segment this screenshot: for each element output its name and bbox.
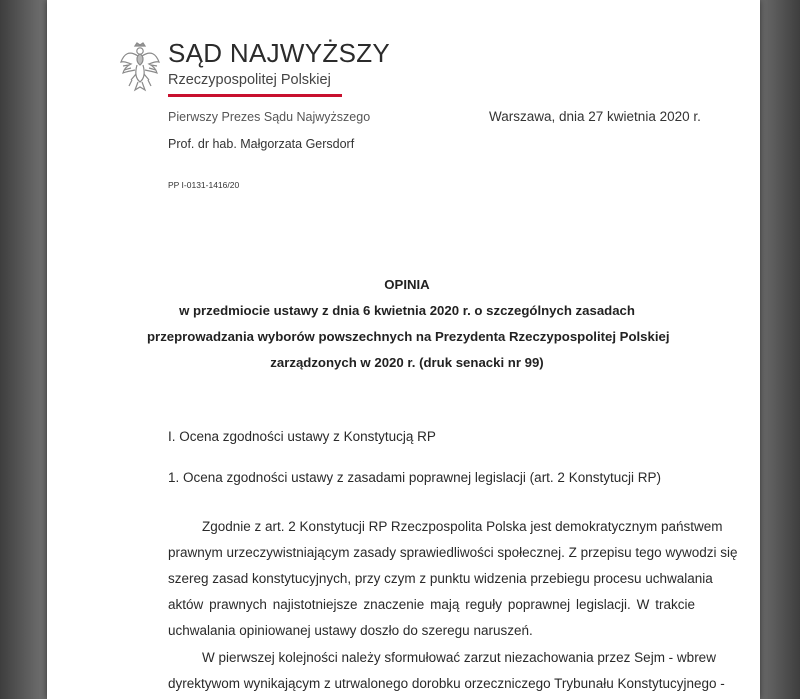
paragraph-line: prawnym urzeczywistniającym zasady sprawiedliwości społecznej. Z przepisu tego wywodzi się — [168, 545, 738, 560]
paragraph-line: W pierwszej kolejności należy sformułować zarzut niezachowania przez Sejm - wbrew — [202, 650, 716, 665]
opinion-subject-line: w przedmiocie ustawy z dnia 6 kwietnia 2020 r. o szczególnych zasadach — [179, 303, 635, 318]
court-subtitle: Rzeczypospolitej Polskiej — [168, 72, 331, 88]
paragraph-line: szereg zasad konstytucyjnych, przy czym z punktu widzenia przebiegu procesu uchwalania — [168, 571, 713, 586]
eagle-emblem-icon — [119, 42, 161, 94]
header-divider — [168, 94, 342, 97]
opinion-title: OPINIA — [384, 277, 430, 292]
president-title: Pierwszy Prezes Sądu Najwyższego — [168, 110, 371, 124]
president-name: Prof. dr hab. Małgorzata Gersdorf — [168, 137, 355, 151]
subsection-heading: 1. Ocena zgodności ustawy z zasadami poprawnej legislacji (art. 2 Konstytucji RP) — [168, 470, 661, 485]
document-page — [47, 0, 760, 699]
opinion-subject-line: przeprowadzania wyborów powszechnych na Prezydenta Rzeczypospolitej Polskiej — [147, 329, 670, 344]
opinion-title-block — [147, 272, 670, 376]
paragraph-line: uchwalania opiniowanej ustawy doszło do szeregu naruszeń. — [168, 623, 533, 638]
section-heading: I. Ocena zgodności ustawy z Konstytucją RP — [168, 429, 436, 444]
paragraph-line: dyrektywom wynikającym z utrwalonego dorobku orzeczniczego Trybunału Konstytucyjnego - — [168, 676, 725, 691]
place-date: Warszawa, dnia 27 kwietnia 2020 r. — [489, 109, 701, 124]
opinion-subject-line: zarządzonych w 2020 r. (druk senacki nr 99) — [270, 355, 544, 370]
case-signature: PP I-0131-1416/20 — [168, 180, 240, 190]
paragraph-line: Zgodnie z art. 2 Konstytucji RP Rzeczpospolita Polska jest demokratycznym państwem — [202, 519, 723, 534]
court-name: SĄD NAJWYŻSZY — [168, 38, 391, 68]
paragraph-line: aktów prawnych najistotniejsze znaczenie mają reguły poprawnej legislacji. W trakcie — [168, 597, 695, 612]
